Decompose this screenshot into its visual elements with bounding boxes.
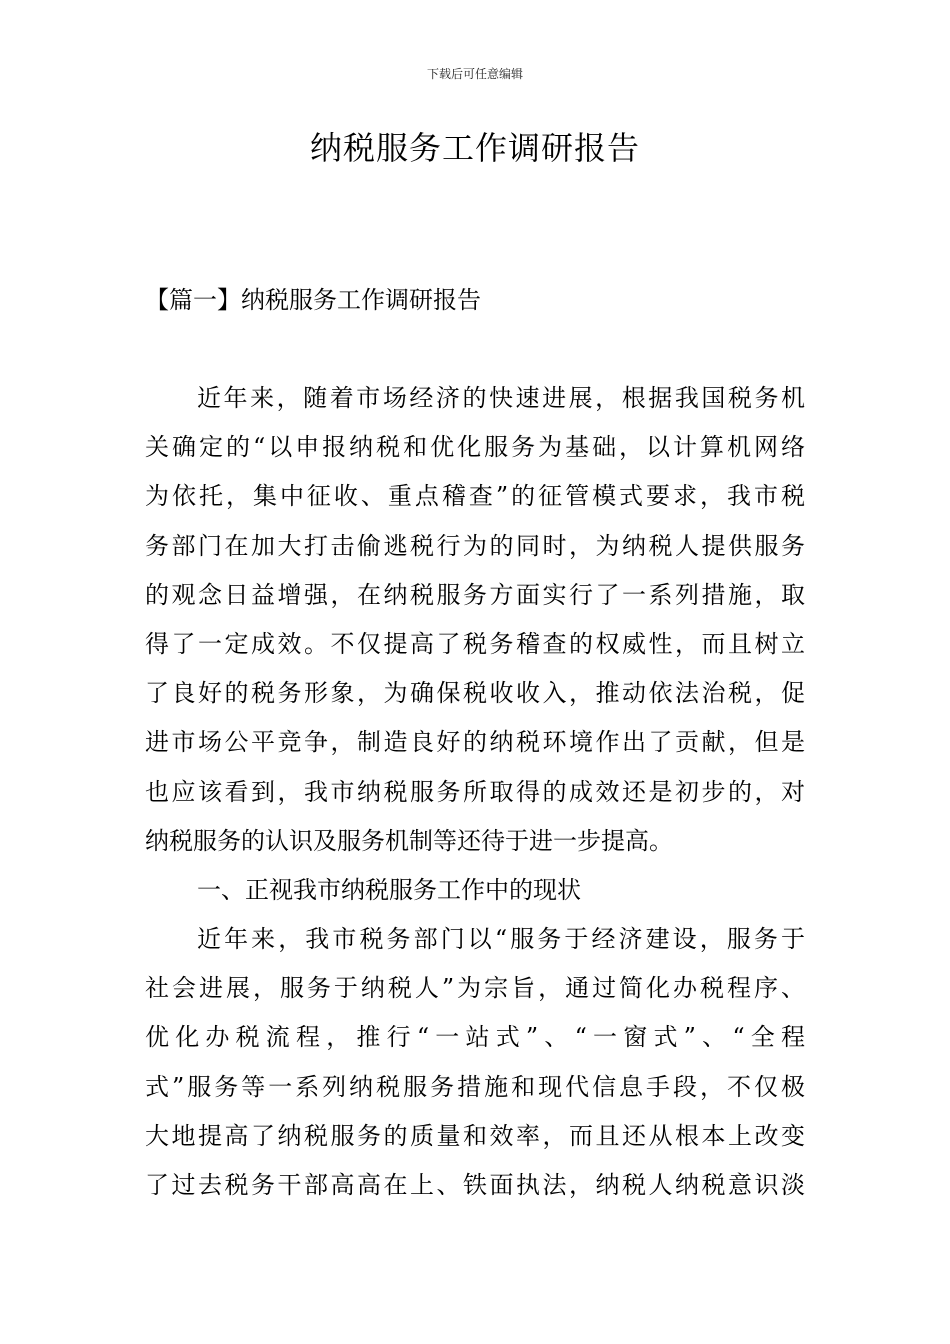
paragraph-line: 的观念日益增强，在纳税服务方面实行了一系列措施，取 <box>145 580 805 609</box>
paragraph-line: 式”服务等一系列纳税服务措施和现代信息手段，不仅极 <box>145 1072 805 1101</box>
document-title: 纳税服务工作调研报告 <box>309 129 640 167</box>
paragraph-line: 得了一定成效。不仅提高了税务稽查的权威性，而且树立 <box>145 629 805 658</box>
paragraph-line: 社会进展，服务于纳税人”为宗旨，通过简化办税程序、 <box>145 974 805 1003</box>
paragraph-line: 近年来，我市税务部门以“服务于经济建设，服务于 <box>197 925 805 954</box>
paragraph-line: 进市场公平竞争，制造良好的纳税环境作出了贡献，但是 <box>145 728 805 757</box>
paragraph-line: 为依托，集中征收、重点稽查”的征管模式要求，我市税 <box>145 482 805 511</box>
paragraph-line: 了良好的税务形象，为确保税收收入，推动依法治税，促 <box>145 679 805 708</box>
paragraph-line: 纳税服务的认识及服务机制等还待于进一步提高。 <box>145 826 673 855</box>
paragraph-line: 务部门在加大打击偷逃税行为的同时，为纳税人提供服务 <box>145 531 805 560</box>
paragraph-line: 也应该看到，我市纳税服务所取得的成效还是初步的，对 <box>145 777 805 806</box>
paragraph-line: 优化办税流程，推行“一站式”、“一窗式”、“全程 <box>145 1023 805 1052</box>
section-heading: 【篇一】纳税服务工作调研报告 <box>145 286 481 314</box>
body-text <box>145 374 805 1210</box>
subsection-heading: 一、正视我市纳税服务工作中的现状 <box>197 875 581 904</box>
paragraph-line: 大地提高了纳税服务的质量和效率，而且还从根本上改变 <box>145 1121 805 1150</box>
paragraph-line: 近年来，随着市场经济的快速进展，根据我国税务机 <box>197 384 805 412</box>
paragraph-line: 了过去税务干部高高在上、铁面执法，纳税人纳税意识淡 <box>145 1171 805 1199</box>
header-note: 下载后可任意编辑 <box>426 67 523 81</box>
paragraph-line: 关确定的“以申报纳税和优化服务为基础，以计算机网络 <box>145 433 805 462</box>
